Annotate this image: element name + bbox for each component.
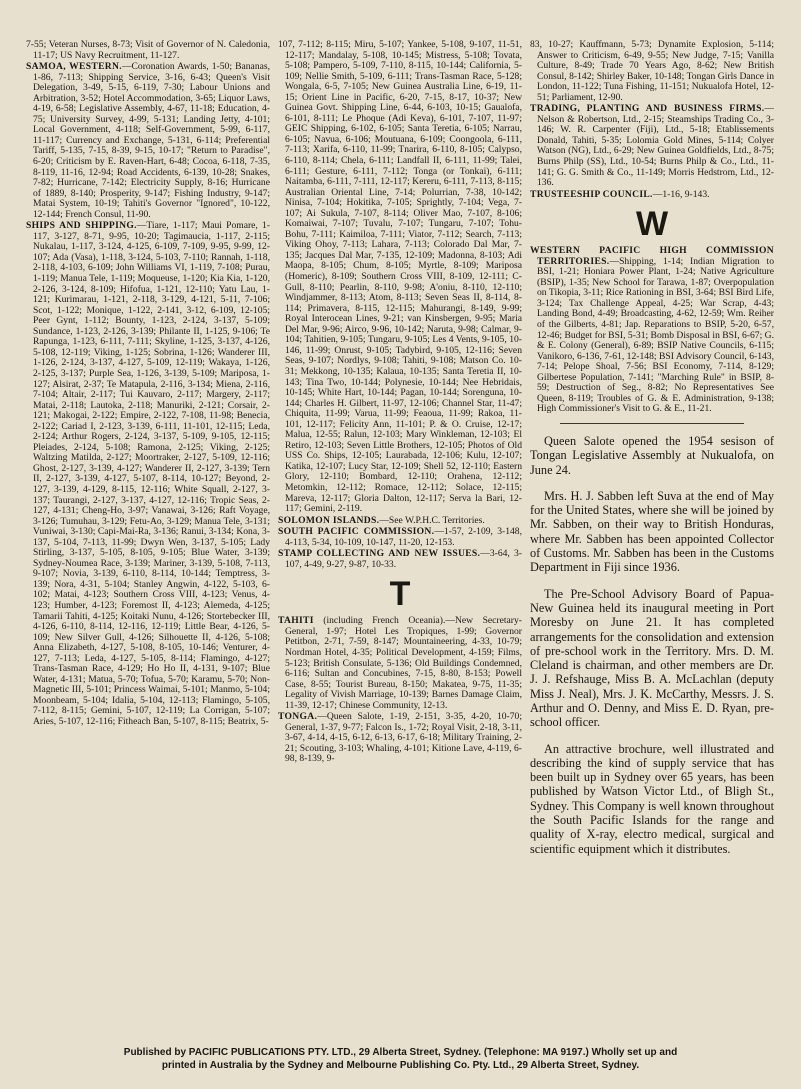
index-entry-stamp [278, 549, 522, 570]
entry-heading: SHIPS AND SHIPPING. [26, 220, 137, 232]
index-columns [26, 40, 775, 1050]
footer-line-1: Published by PACIFIC PUBLICATIONS PTY. LTD., 29 Alberta Street, Sydney. (Telephone: MA 9197.) Wholly set up and [123, 1047, 678, 1058]
index-entry-ships-continued: 107, 7-112; 8-115; Miru, 5-107; Yankee, 5-108, 9-107, 11-51, 12-117; Mandalay, 5-108, 10-145; Mistress, 5-108; Tovata, 5-108; Pampero, 5-109, 7-110, 8-115, 10-144; California, 5-109; Nellie Smith, 5-109, 6-111; Trans-Tasman Race, 5-128; Wongala, 6-5, 7-105; New Guinea Australia Line, 6-19, 11-15; Orient Line in Pacific, 6-20, 7-15, 8-17, 10-37; New Guinea Govt. Shipping Line, 6-44, 6-103, 10-15; Gaualofa, 6-101, 8-111; Le Phoque (Adi Keva), 6-101, 7-107, 11-97; GEIC Shipping, 6-102, 6-105; Santa Teretia, 6-105; Narrau, 6-105; Navua, 6-106; Moutuana, 6-109; Coongoola, 6-111, 7-113; Xarifa, 6-110, 11-99; Tnarira, 6-110, 8-105; Calypso, 6-110, 8-114; Chela, 6-111; Landfall II, 6-111, 11-99; Talei, 6-111; Gesture, 6-111, 7-112; Tonga (or Tonkai), 6-111; Naitamba, 6-111, 7-111, 12-117; Kereru, 6-111, 7-113, 8-115; Australian Oriental Line, 7-14; Polurrian, 7-38, 10-142; Ninisa, 7-104; Hokitika, 7-105; Sprightly, 7-104; Vega, 7-107; Ai Sukula, 7-107, 8-114; Oliver Mao, 7-107, 8-106; Komaiwai, 7-107; Tuvalu, 7-107; Tungaru, 7-107; Tohu-Bohu, 7-111; Kaimiloa, 7-111; Viator, 7-112; Search, 7-113; Viking Ohoy, 7-113; Lahara, 7-113; Colorado Dal Mar, 7-135; Jacques Dal Mar, 7-135, 12-109; Madonna, 8-103; Adi Maopa, 8-105; Chum, 8-105; Myrtle, 8-109; Mariposa (Homeric), 8-109; Southern Cross VIII, 8-109, 12-111; C-Gull, 8-110; Pearlin, 8-110, 9-98; A'oniu, 8-110, 12-110; Windjammer, 8-113; Atom, 8-113; Seven Seas II, 8-114, 8-114; Primavera, 8-115, 12-115; Mahurangi, 8-149, 9-99; Royal Interocean Lines, 9-21; van Kinsbergen, 9-95; Maria Del Mar, 9-96; Airco, 9-96, 10-142; Naruta, 9-98; Calmar, 9-104; Tahitien, 9-105; Tungaru, 9-105; Les 4 Vents, 9-105, 10-146, 11-99; Onrust, 9-105; Tadybird, 9-105, 12-116; Seven Seas, 9-107; Nordlys, 9-108; Tahiti, 9-108; Matson Co. 10-31; Mekkong, 10-135; Kalaua, 10-135; Santa Teretia II, 10-143; Tina Two, 10-144; Polynesie, 10-144; Nee Hebridais, 10-145; White Hart, 10-144; Pagan, 10-144; Sorenguna, 10-144; Charles H. Gilbert, 11-97, 12-106; Channel Star, 11-47; Chiquita, 11-99; Varua, 11-99; Feaoua, 11-99; Rakoa, 11-101, 12-117; Felicity Ann, 11-101; P. & O. Cruise, 12-17; Malua, 12-55; Ralun, 12-103; Mary Winkleman, 12-103; El Retiro, 12-103; Seven Little Brothers, 12-105; Photos of Old USS Co. Ships, 12-105; Laurabada, 12-106; Kulu, 12-107; Katika, 12-107; Lucy Star, 12-109; Shell 52, 12-110; Eastern Glory, 12-110; Bombard, 12-110; Orahena, 12-112; Metomkin, 12-112; Romace, 12-112; Solace, 12-115; Mareva, 12-117; Gloria Dalton, 12-117; Serva la Bari, 12-117; Gemini, 2-119. [278, 40, 522, 515]
section-letter-t: T [389, 575, 411, 614]
index-entry-tonga [278, 712, 522, 765]
entry-body: —Shipping, 1-14; Indian Migration to BSI, 1-21; Honiara Power Plant, 1-24; Native Agriculture (BSIP), 1-35; New School for Tarawa, 1-87; Overpopulation on Tikopia, 3-11; Rice Rationing in BSI, 3-64; BSI Bird Life, 3-124; Tax Challenge Appeal, 4-25; War Scrap, 4-43; Landing Bond, 4-49; Broadcasting, 4-62, 12-59; Wm. Reiher of the Gilberts, 4-81; Jap. Reparations to BSIP, 5-20, 6-57, 12-46; Budget for BSI, 5-31; Bomb Disposal in BSI, 6-67; G. & E. Colony (General), 6-89; BSIP Native Councils, 6-115; Vanikoro, 6-136, 7-61, 12-148; BSI Advisory Council, 6-143, 7-14; Pelope Shoal, 7-56; BSI Economy, 7-114, 8-129; Gilbertese Population, 7-141; "Marching Rule" in BSIP, 8-59; Destruction of Seg., 8-82; No Representatives See Queen, 8-119; Troubles of G. & E. Administration, 9-138; High Commissioner's Visit to G. & E., 11-21. [537, 255, 774, 415]
index-entry-spc [278, 527, 522, 548]
entry-body: —See W.P.H.C. Territories. [379, 514, 485, 526]
entry-body: —1-16, 9-143. [652, 188, 710, 200]
publisher-footer [26, 1046, 775, 1072]
entry-heading: TAHITI [278, 615, 314, 627]
index-entry-tahiti [278, 616, 522, 711]
entry-heading: SOLOMON ISLANDS. [278, 514, 380, 526]
news-item-sabben: Mrs. H. J. Sabben left Suva at the end of May for the United States, where she will be joined by Mr. Sabben, on their way to British Honduras, where Mr. Sabben has been appointed Collector of Customs. Mr. Sabben has been in the Customs Department in Fiji since 1936. [530, 488, 774, 575]
entry-heading: SAMOA, WESTERN. [26, 61, 122, 73]
entry-body: —Tiare, 1-117; Maui Pomare, 1-117, 3-127, 8-71, 9-95, 10-20; Tagimaucia, 1-117, 2-115; Nukalau, 1-117, 3-124, 4-125, 6-109, 7-109, 9-95, 9-99, 12-107; Ada (Vasa), 1-118, 3-124, 5-103, 7-110; Rannah, 1-118, 2-118, 4-103, 6-109; John Williams VI, 1-119, 7-108; Purau, 1-119; Manua Tele, 1-119; Moqueuse, 1-120; Kia Kia, 1-120, 2-126, 3-124, 8-109; Hifofua, 1-121, 12-110; Yatu Lau, 1-121; Kurimarau, 1-121, 2-118, 3-129, 4-121, 5-11, 7-106; Scot, 1-122; Monique, 1-122, 2-141, 3-12, 6-109, 12-105; Peer Gynt, 1-112; Bounty, 1-123, 2-124, 3-137, 5-109; Sundance, 1-123, 2-126, 3-139; Philante II, 1-125, 9-106; Te Rapunga, 1-123, 6-111, 7-111; Skyline, 1-125, 3-137, 4-126, 5-108, 12-119; Viking, 1-125; Sobrina, 1-126; Wanderer III, 1-126, 2-124, 3-137, 4-127, 5-109, 12-119; Wakaya, 1-126, 2-125, 3-137; Purple Sea, 1-126, 3-139, 5-109; Mariposa, 1-127; Alsirat, 2-37; Te Matapula, 2-116, 3-134; Miena, 2-116, 7-104; Altair, 2-117; Tui Kauvaro, 2-117; Margery, 2-117; Matai, 2-118; Lautoka, 2-118; Manuriki, 2-121; Corsair, 2-121; Makogai, 2-122; Empire, 2-122, 7-108, 11-98; Benecia, 2-122; Cariad I, 2-123, 3-139, 6-111, 11-101, 12-115; Leda, 2-124; Arthur Rogers, 2-124, 3-137, 5-109, 9-105, 12-115; Pleiades, 2-124, 5-108; Ramona, 2-125; Viking, 2-125; Waltzing Matilda, 2-127; Moortraker, 2-127, 5-109, 12-116; Ghost, 2-127, 3-139, 4-127; Wanderer II, 2-127, 3-139; Tern II, 2-127, 3-139, 4-127, 5-107, 8-114, 10-127; Beyond, 2-127, 3-139, 4-129, 8-115, 12-116; White Squall, 2-127, 3-137; Taurangi, 2-127, 3-137, 4-127, 12-116; Tropic Seas, 2-127, 4-131; Cheng-Ho, 3-97; Vanawai, 3-126; Raft Voyage, 3-126; Tumuhau, 3-129; Fetu-Ao, 3-129; Manua Tele, 3-131; Vuniwai, 3-130; Capi-Mai-Ra, 3-136; Ranui, 3-134; Kona, 3-137, 5-104, 7-113, 11-99; Dwyn Wen, 3-137, 5-105; Lady Stirling, 3-137, 5-105, 8-105, 9-105; Blue Water, 3-139; Sydney-Noumea Race, 3-139; Mariner, 3-139, 5-108, 7-113, 9-107; Novia, 3-139, 6-110, 8-114, 10-144; Temptress, 3-139; Nora, 4-31, 5-104; Stanley Angwin, 4-122, 5-103, 6-102; Matai, 4-123; Southern Cross VIII, 4-123; Venus, 4-123; Humber, 4-123; Foremost II, 4-123; Alemeda, 4-125; Tamarii Tahiti, 4-125; Koitaki Nunu, 4-126; Stortebecker III, 4-126, 6-110, 8-114, 12-116, 12-119; Little Bear, 4-126, 5-109; New Silver Gull, 4-126; Silhouette II, 4-126, 5-108; Anna Elizabeth, 4-127, 5-108, 8-105, 10-146; Venturer, 4-127, 7-113; Leda, 4-127, 5-105, 8-114; Flamingo, 4-127; Trans-Tasman Race, 4-129; Ho Ho II, 4-131, 9-107; Blue Water, 4-131; Matua, 5-70; Tofua, 5-70; Karamu, 5-70; Non-Magnetic III, 5-101; Princess Waimai, 5-101; Manmo, 5-104; Moonbeam, 5-104; Idalia, 5-104, 12-113; Flamingo, 5-105, 7-112, 8-115; Gemini, 5-107, 12-119; La Corrigan, 5-107; Aries, 5-107, 12-116; Fitheach Ban, 5-107, 8-115; Beatrix, 5- [33, 220, 270, 727]
entry-heading: SOUTH PACIFIC COMMISSION. [278, 526, 435, 538]
index-entry-samoa [26, 62, 270, 220]
column-3 [530, 40, 774, 1050]
index-entry-solomon [278, 516, 522, 527]
entry-heading: WESTERN PACIFIC HIGH COMMISSION TERRITORIES. [530, 245, 774, 267]
entry-heading: TRUSTEESHIP COUNCIL. [530, 188, 653, 200]
news-item-salote: Queen Salote opened the 1954 sesison of Tongan Legislative Assembly at Nukualofa, on June 24. [530, 433, 774, 477]
index-entry-trusteeship [530, 190, 774, 201]
divider [560, 423, 744, 424]
index-entry-tonga-continued: 83, 10-27; Kauffmann, 5-73; Dynamite Explosion, 5-114; Answer to Criticism, 6-49, 9-55; New Judge, 7-15; Vanilla Culture, 8-49; Trade 70 Years Ago, 8-62; New British Consul, 8-142; Shirley Baker, 10-148; Tongan Girls Dance in London, 11-122; Tuna Fishing, 11-151; Nukualofa Hotel, 12-51; Parliament, 12-90. [530, 40, 774, 103]
section-letter-w: W [635, 205, 669, 244]
news-item-preschool: The Pre-School Advisory Board of Papua-New Guinea held its inaugural meeting in Port Moresby on June 21. It has completed arrangements for the consolidation and extension of pre-school work in the Territory. Mrs. D. M. Cleland is chairman, and other members are Dr. J. J. Refshauge, Miss B. A. McLachlan (deputy Miss J. Neal), Mrs. J. K. McCarthy, Messrs. J. S. Arthur and O. Denny, and Miss E. D. Ryan, pre-school officer. [530, 586, 774, 730]
entry-body: —Queen Salote, 1-19, 2-151, 3-35, 4-20, 10-70; General, 1-37, 9-77; Falcon Is., 1-72; Royal Visit, 2-18, 3-11, 3-67, 4-14, 4-15, 6-12, 6-13, 6-17, 6-18; Military Training, 2-21; Scouting, 3-103; Whaling, 4-101; Kitione Lave, 4-119, 6-98, 8-139, 9- [285, 711, 522, 765]
entry-body: —Coronation Awards, 1-50; Bananas, 1-86, 7-113; Shipping Service, 3-16, 6-43; Queen's Visit Delegation, 3-49, 5-15, 6-119, 7-30; Labour Unions and Arbitration, 3-52; Hotel Accommodation, 3-65; Liquor Laws, 4-19, 6-58; Legislative Assembly, 4-67, 11-18; Education, 4-75; University Survey, 4-99, 5-131; Landing Jetty, 4-101; Local Government, 4-118; Self-Government, 5-99, 6-117, 11-117; Currency and Exchange, 5-131, 6-114; Preferential Tariff, 5-135, 7-15, 8-39, 9-15, 10-17; "Return to Paradise", 6-20; Criticism by E. Raven-Hart, 6-48; Cocoa, 6-118, 7-35, 8-119, 11-16, 12-94; Road Accidents, 6-139, 10-28; Snakes, 7-82; Hurricane, 7-142; Electricity Supply, 8-16; Hurricane of 1889, 8-140; Prosperity, 9-147; Fishing Industry, 9-147; Matai System, 10-19; Tahiti's Governor "Ignored", 10-122, 12-144; French Consul, 11-90. [33, 61, 270, 220]
entry-body: —Nelson & Robertson, Ltd., 2-15; Steamships Trading Co., 3-146; W. R. Carpenter (Fiji), Ltd., 5-18; Etablissements Donald, Tahiti, 5-35; Lolomia Gold Mines, 5-114; Colyer Watson (NG), Ltd., 6-29; New Guinea Goldfields, Ltd., 8-75; Burns Philp (SS), Ltd., 10-54; Burns Philp & Co., Ltd., 11-141; G. G. Smith & Co., 11-149; Morris Hedstrom, Ltd., 12-136. [537, 103, 774, 189]
index-entry-ships [26, 221, 270, 727]
news-item-brochure: An attractive brochure, well illustrated and describing the kind of supply service that has been built up in Sydney over 65 years, has been published by Watson Victor Ltd., of Bligh St., Sydney. This Company is well known throughout the South Pacific Islands for the range and quality of X-ray, electro medical, surgical and scientific equipment which it distributes. [530, 741, 774, 856]
entry-body: —3-64, 3-107, 4-49, 9-27, 9-87, 10-33. [285, 548, 522, 570]
column-1 [26, 40, 270, 1050]
entry-heading: TRADING, PLANTING AND BUSINESS FIRMS. [530, 103, 765, 115]
entry-body: (including French Oceania).—New Secretary-General, 1-97; Hotel Les Tropiques, 1-99; Governor Petitbon, 2-71, 7-59, 8-147; Mountaineering, 4-33, 10-79; Nordman Hotel, 4-35; Political Development, 4-159; Films, 5-123; British Consulate, 5-136; Old Buildings Condemned, 6-116; Sultan and Concubines, 7-15, 8-80, 8-153; Powell Case, 8-55; Tourist Bureau, 8-150; Makatea, 9-75, 11-35; Legality of Vivish Marriage, 10-139; Barnes Damage Claim, 11-39, 12-17; Chinese Community, 12-13. [285, 615, 522, 711]
footer-line-2: printed in Australia by the Sydney and Melbourne Publishing Co. Pty. Ltd., 29 Alberta Street, Sydney. [161, 1060, 640, 1071]
column-2 [278, 40, 522, 1050]
index-entry-trading [530, 104, 774, 188]
entry-heading: TONGA. [278, 711, 318, 723]
entry-body: —1-57, 2-109, 3-148, 4-113, 5-34, 10-109, 10-147, 11-20, 12-153. [285, 526, 522, 548]
entry-heading: STAMP COLLECTING AND NEW ISSUES. [278, 548, 481, 560]
index-entry-wphc [530, 246, 774, 415]
index-entry-continued: 7-55; Veteran Nurses, 8-73; Visit of Governor of N. Caledonia, 11-17; US Navy Recruitment, 11-127. [26, 40, 270, 61]
